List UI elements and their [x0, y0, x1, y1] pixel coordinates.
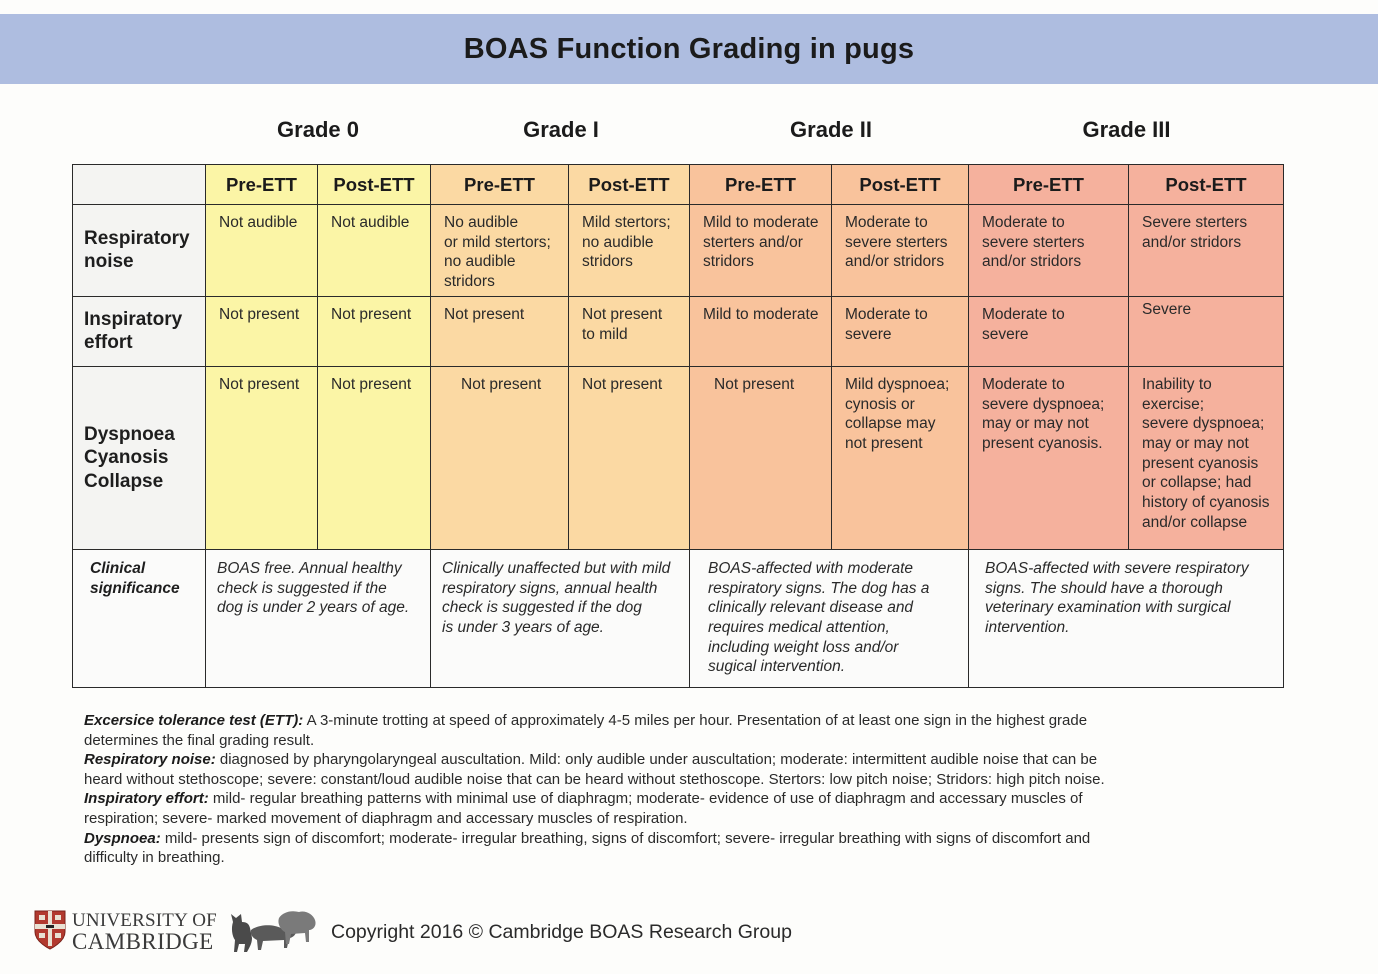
- dogs-silhouette-icon: [229, 908, 319, 954]
- grade-cell: Not present: [318, 296, 431, 366]
- title-banner: [0, 14, 1378, 84]
- university-line-1: UNIVERSITY OF: [72, 910, 217, 931]
- significance-cell: Clinically unaffected but with mild respiratory signs, annual health check is suggested if the dog is under 3 years of age.: [431, 549, 690, 687]
- column-header: Pre-ETT: [206, 165, 318, 205]
- grade-0-heading: Grade 0: [277, 117, 359, 142]
- grade-cell: Moderate to severe sterters and/or stridors: [832, 205, 969, 297]
- note-ett: Excersice tolerance test (ETT): A 3-minute trotting at speed of approximately 4-5 miles per hour. Presentation of at least one sign in the highest grade determines the final grading result.: [84, 712, 1088, 749]
- grade-cell: Not present: [318, 366, 431, 549]
- grade-1-heading: Grade I: [523, 117, 599, 142]
- clinical-significance-row: [73, 549, 1284, 687]
- row-label: Inspiratory effort: [73, 296, 206, 366]
- grade-cell: Moderate to severe dyspnoea; may or may not present cyanosis.: [969, 366, 1129, 549]
- grade-cell: Severe: [1129, 296, 1284, 366]
- respiratory-noise-row: [73, 205, 1284, 297]
- grade-cell: Moderate to severe sterters and/or stridors: [969, 205, 1129, 297]
- column-header-row: [73, 165, 1284, 205]
- grade-cell: Not present: [206, 366, 318, 549]
- copyright-text: Copyright 2016 © Cambridge BOAS Research Group: [331, 921, 792, 943]
- significance-cell: BOAS-affected with severe respiratory signs. The should have a thorough veterinary examination with surgical intervention.: [969, 549, 1284, 687]
- grade-cell: Mild dyspnoea; cynosis or collapse may not present: [832, 366, 969, 549]
- grade-cell: Not present: [569, 366, 690, 549]
- grade-cell: Not present: [431, 296, 569, 366]
- grade-3-heading: Grade III: [1082, 117, 1171, 142]
- grade-2-heading: Grade II: [790, 117, 872, 142]
- footer: [34, 906, 834, 956]
- significance-cell: BOAS-affected with moderate respiratory signs. The dog has a clinically relevant disease and requires medical attention, including weight loss and/or sugical intervention.: [690, 549, 969, 687]
- grade-cell: Not present: [431, 366, 569, 549]
- column-header: Post-ETT: [569, 165, 690, 205]
- grade-cell: Mild to moderate sterters and/or stridors: [690, 205, 832, 297]
- grade-cell: Not present: [206, 296, 318, 366]
- column-header: Pre-ETT: [690, 165, 832, 205]
- grade-cell: Not present: [690, 366, 832, 549]
- grade-cell: Mild stertors; no audible stridors: [569, 205, 690, 297]
- note-inspiratory-effort: Inspiratory effort: mild- regular breathing patterns with minimal use of diaphragm; moderate- evidence of use of diaphragm and accessary muscles of respiration; severe- marked movement of diaphragm and accessary muscles of respiration.: [84, 790, 1083, 827]
- row-label: Clinical significance: [73, 549, 206, 687]
- grade-cell: Inability to exercise; severe dyspnoea; may or may not present cyanosis or collapse; had history of cyanosis and/or collapse: [1129, 366, 1284, 549]
- university-crest-icon: [34, 910, 66, 950]
- university-wordmark: [72, 910, 217, 952]
- page-title: BOAS Function Grading in pugs: [463, 32, 915, 65]
- grade-cell: Not present to mild: [569, 296, 690, 366]
- corner-cell: [73, 165, 206, 205]
- definitions-notes: [84, 711, 1214, 868]
- grade-cell: Moderate to severe: [969, 296, 1129, 366]
- grade-cell: Moderate to severe: [832, 296, 969, 366]
- column-header: Post-ETT: [832, 165, 969, 205]
- row-label: Respiratory noise: [73, 205, 206, 297]
- grade-cell: No audible or mild stertors; no audible stridors: [431, 205, 569, 297]
- grading-table: [72, 164, 1284, 688]
- row-label: Dyspnoea Cyanosis Collapse: [73, 366, 206, 549]
- note-dyspnoea: Dyspnoea: mild- presents sign of discomfort; moderate- irregular breathing, signs of discomfort; severe- irregular breathing with signs of discomfort and difficulty in breathing.: [84, 829, 1091, 867]
- grade-cell: Mild to moderate: [690, 296, 832, 366]
- grade-cell: Not audible: [318, 205, 431, 297]
- grade-cell: Not audible: [206, 205, 318, 297]
- note-respiratory-noise: Respiratory noise: diagnosed by pharyngolaryngeal auscultation. Mild: only audible under auscultation; moderate: intermittent audible noise that can be heard without stethoscope; severe: constant/loud audible noise that can be heard without stethoscope. Stertors: low pitch noise; Stridors: high pitch noise.: [84, 751, 1105, 788]
- university-line-2: CAMBRIDGE: [72, 929, 214, 954]
- column-header: Post-ETT: [318, 165, 431, 205]
- significance-cell: BOAS free. Annual healthy check is suggested if the dog is under 2 years of age.: [206, 549, 431, 687]
- dyspnoea-row: [73, 366, 1284, 549]
- grade-cell: Severe sterters and/or stridors: [1129, 205, 1284, 297]
- inspiratory-effort-row: [73, 296, 1284, 366]
- column-header: Post-ETT: [1129, 165, 1284, 205]
- column-header: Pre-ETT: [431, 165, 569, 205]
- column-header: Pre-ETT: [969, 165, 1129, 205]
